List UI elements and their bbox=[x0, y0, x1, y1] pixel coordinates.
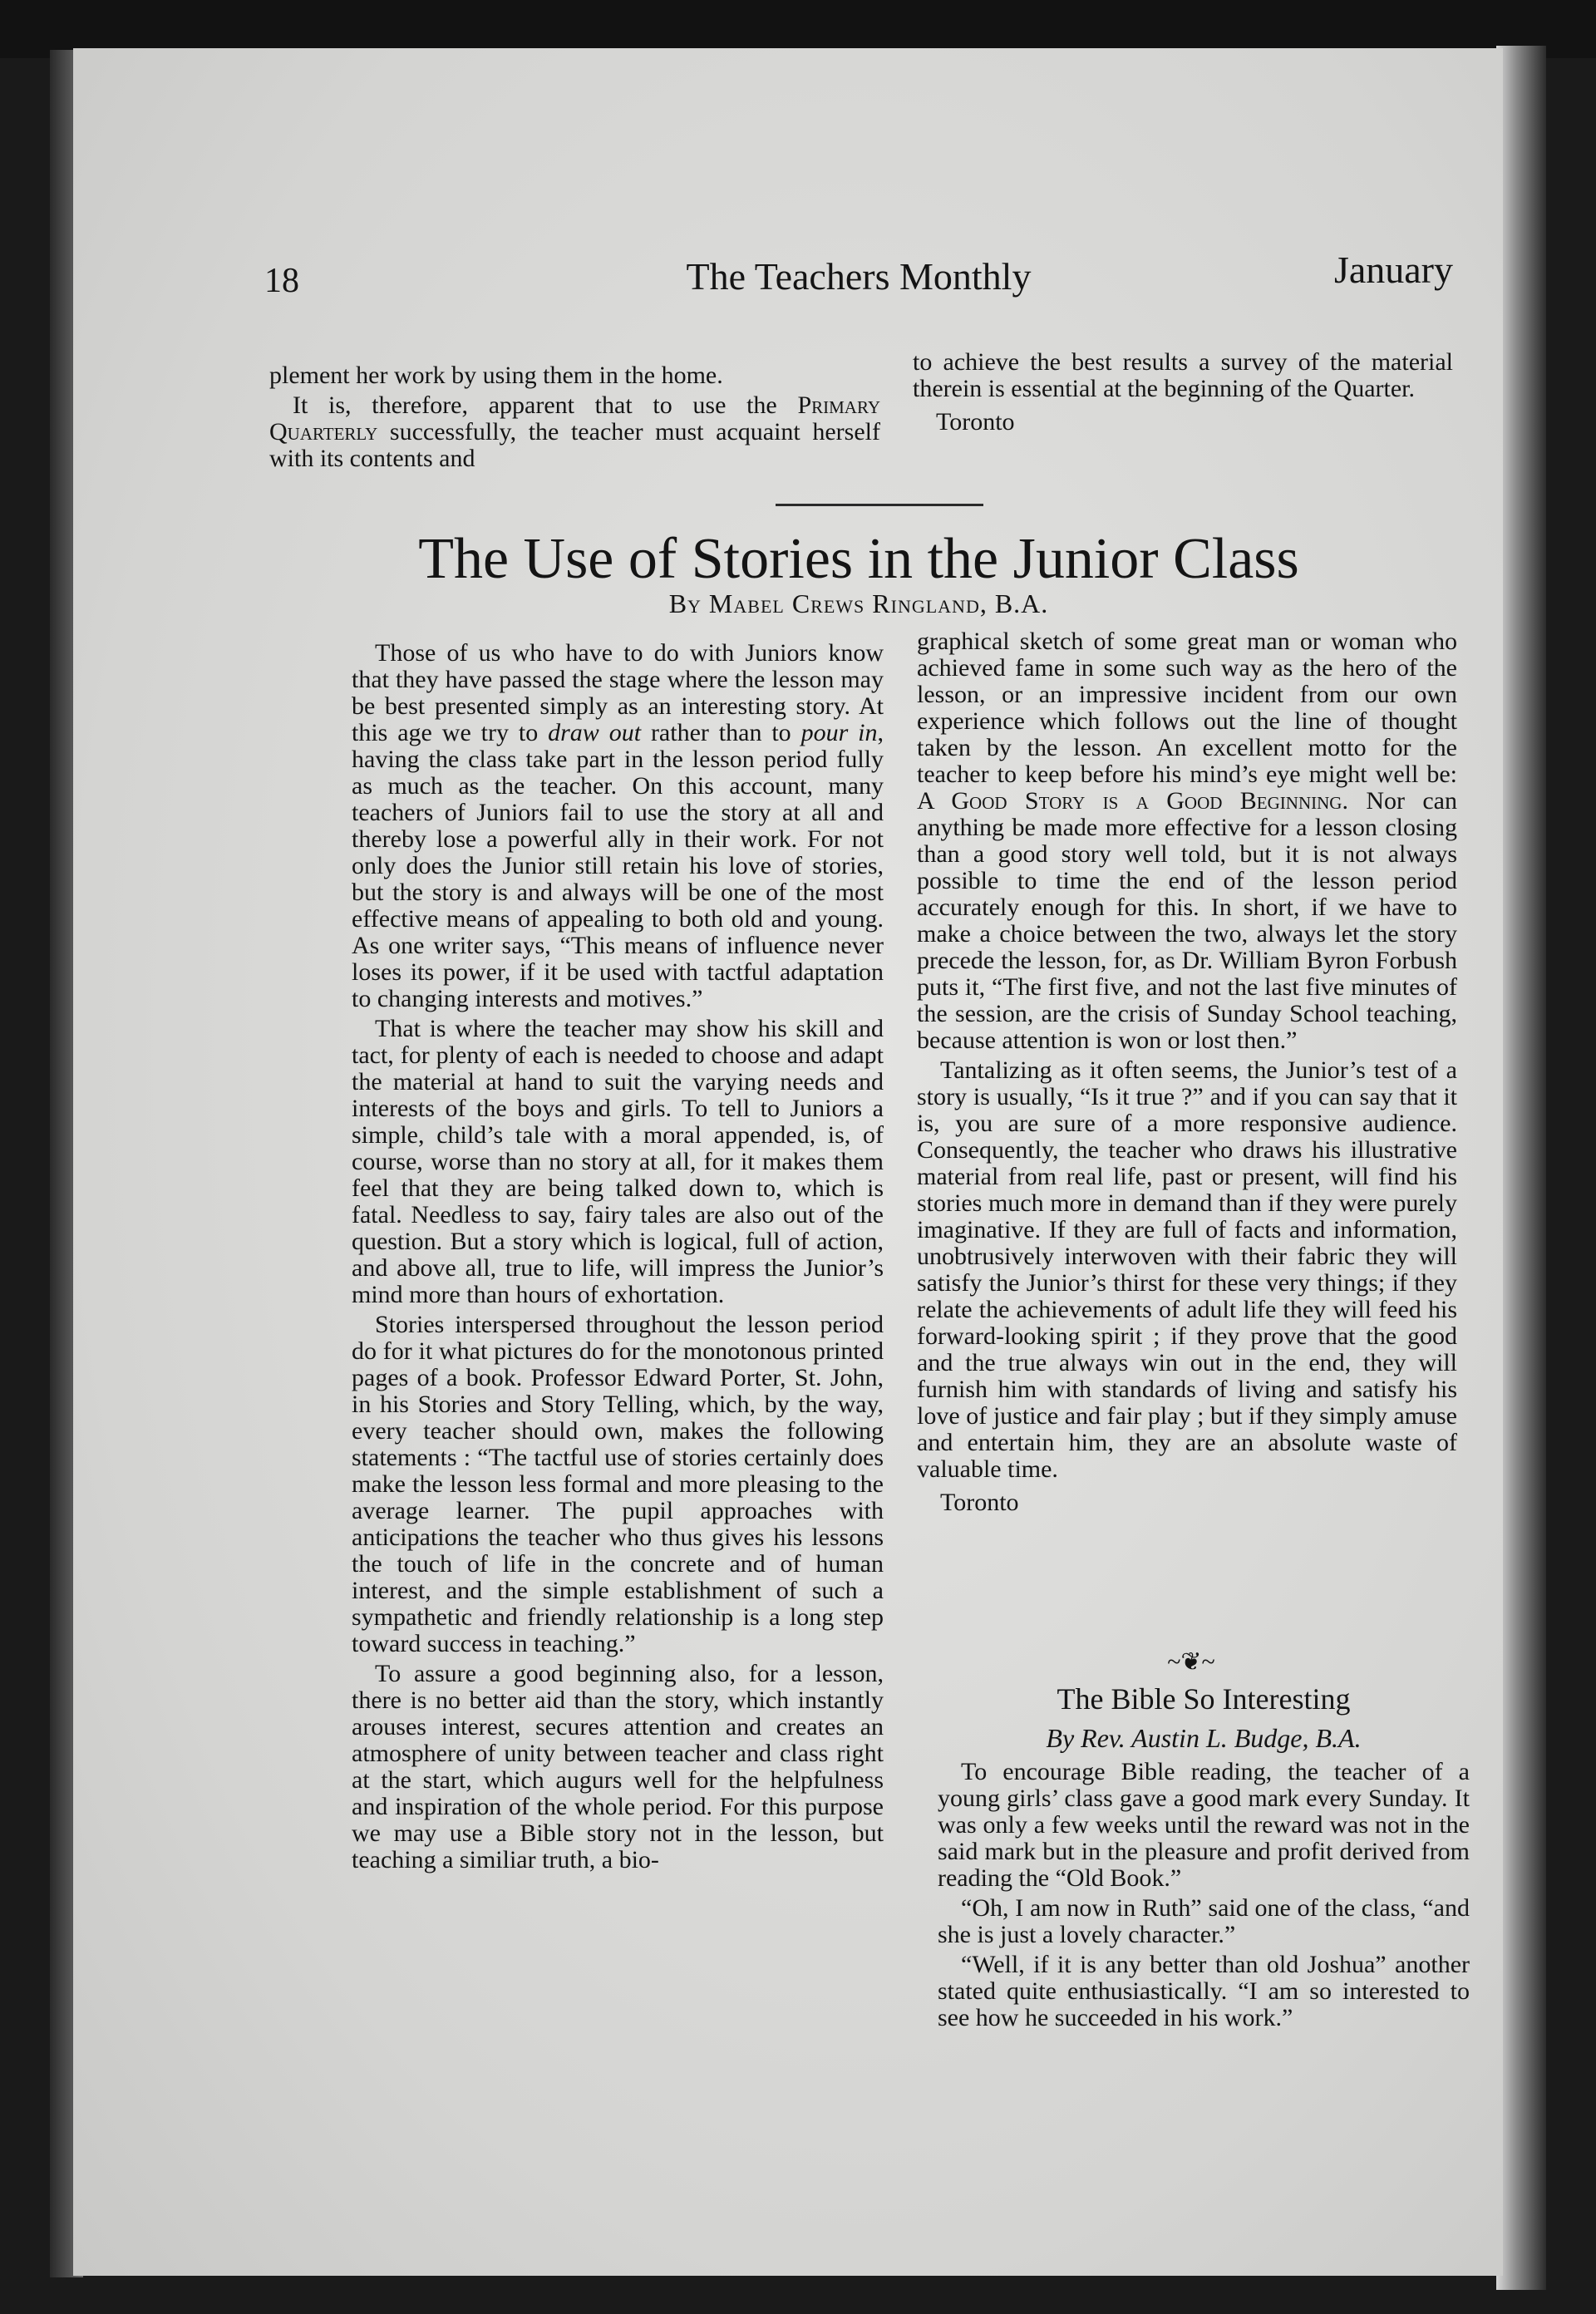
page-edge bbox=[1496, 46, 1546, 2290]
sub-article-byline: By Rev. Austin L. Budge, B.A. bbox=[1046, 1723, 1362, 1753]
running-header bbox=[264, 231, 1453, 314]
paragraph: That is where the teacher may show his skill and tact, for plenty of each is needed to choose and adapt the material at hand to suit the varying needs and interests of the boys and girls. To tell to Juniors a simple, child’s tale with a moral appended, is, of course, worse than no story at all, for it makes them feel that they are being talked down to, which is fatal. Needless to say, fairy tales are also out of the question. But a story which is logical, full of action, and above all, true to life, will impress the Junior’s mind more than hours of exhortation. bbox=[352, 1015, 884, 1308]
ornament-icon: ~❦~ bbox=[1167, 1648, 1215, 1676]
sub-article-body bbox=[938, 1759, 1470, 2031]
paragraph: Stories interspersed throughout the lesson period do for it what pictures do for the monotonous printed pages of a book. Professor Edward Porter, St. John, in his Stories and Story Telling, which, by the way, every teacher should own, makes the following statements : “The tactful use of stories certainly does make the lesson less formal and more pleasing to the average learner. The pupil approaches with anticipations the teacher who thus gives his lessons the touch of life in the concrete and of human interest, and the simple establishment of such a sympathetic and friendly relationship is a long step toward success in teaching.” bbox=[352, 1311, 884, 1657]
paragraph: plement her work by using them in the home. bbox=[269, 362, 723, 389]
issue-month: January bbox=[1333, 249, 1453, 291]
paragraph: to achieve the best results a survey of the material therein is essential at the beginning of the Quarter. bbox=[913, 348, 1453, 402]
paragraph: It is, therefore, apparent that to use the Primary Quarterly successfully, the teacher must acquaint herself with its contents and bbox=[269, 391, 880, 472]
article-title: The Use of Stories in the Junior Class bbox=[418, 527, 1299, 591]
previous-article-left bbox=[269, 362, 880, 472]
article-column-left bbox=[352, 640, 884, 1873]
article-byline: By Mabel Crews Ringland, B.A. bbox=[668, 588, 1049, 618]
page bbox=[73, 48, 1503, 2276]
divider-rule bbox=[776, 504, 983, 506]
paragraph: Tantalizing as it often seems, the Junior’s test of a story is usually, “Is it true ?” and if you can say that it is, you are sure of a more responsive audience. Consequently, the teacher who draws his illustrative material from real life, past or present, will find his stories much more in demand than if they were purely imaginative. If they are full of facts and information, unobtrusively interwoven with their fabric they will satisfy the Junior’s thirst for these very things; if they relate the achievements of adult life they will feed his forward-looking spirit ; if they prove that the good and the true always win out in the end, they will furnish him with standards of living and satisfy his love of justice and fair play ; but if they simply amuse and entertain him, they are an absolute waste of valuable time. bbox=[917, 1056, 1457, 1483]
paragraph: graphical sketch of some great man or woman who achieved fame in some such way as the hero of the lesson, or an impressive incident from our own experience which follows out the line of thought taken by the lesson. An excellent motto for the teacher to keep before his mind’s eye might well be: A Good Story is a Good Beginning. Nor can anything be made more effective for a lesson closing than a good story well told, but it is not always possible to time the end of the lesson period accurately enough for this. In short, if we have to make a choice between the two, always let the story precede the lesson, for, as Dr. William Byron Forbush puts it, “The first five, and not the last five minutes of the session, are the crisis of Sunday School teaching, because attention is won or lost then.” bbox=[917, 628, 1457, 1054]
paragraph: To assure a good beginning also, for a lesson, there is no better aid than the story, which instantly arouses interest, secures attention and creates an atmosphere of unity between teacher and class right at the start, which augurs well for the helpfulness and inspiration of the whole period. For this purpose we may use a Bible story not in the lesson, but teaching a similiar truth, a bio- bbox=[352, 1660, 884, 1873]
signature: Toronto bbox=[936, 408, 1015, 436]
paragraph: “Oh, I am now in Ruth” said one of the class, “and she is just a lovely character.” bbox=[938, 1894, 1470, 1948]
paragraph: To encourage Bible reading, the teacher of a young girls’ class gave a good mark every Sunday. It was only a few weeks until the reward was not in the said mark but in the pleasure and profit derived from reading the “Old Book.” bbox=[938, 1758, 1470, 1892]
article-column-right bbox=[917, 628, 1457, 1516]
signature: Toronto bbox=[940, 1489, 1019, 1516]
paragraph: Those of us who have to do with Juniors know that they have passed the stage where the lesson may be best presented simply as an interesting story. At this age we try to draw out rather than to pour in, having the class take part in the lesson period fully as much as the teacher. On this account, many teachers of Juniors fail to use the story at all and thereby lose a powerful ally in their work. For not only does the Junior still retain his love of stories, but the story is and always will be one of the most effective means of appealing to both old and young. As one writer says, “This means of influence never loses its power, if it be used with tactful adaptation to changing interests and motives.” bbox=[352, 639, 884, 1012]
sub-article-title: The Bible So Interesting bbox=[1057, 1682, 1351, 1716]
page-number: 18 bbox=[264, 262, 299, 300]
journal-title: The Teachers Monthly bbox=[686, 255, 1032, 298]
paragraph: “Well, if it is any better than old Joshua” another stated quite enthusiastically. “I am so interested to see how he succeeded in his work.” bbox=[938, 1951, 1470, 2031]
previous-article-right bbox=[913, 349, 1453, 436]
